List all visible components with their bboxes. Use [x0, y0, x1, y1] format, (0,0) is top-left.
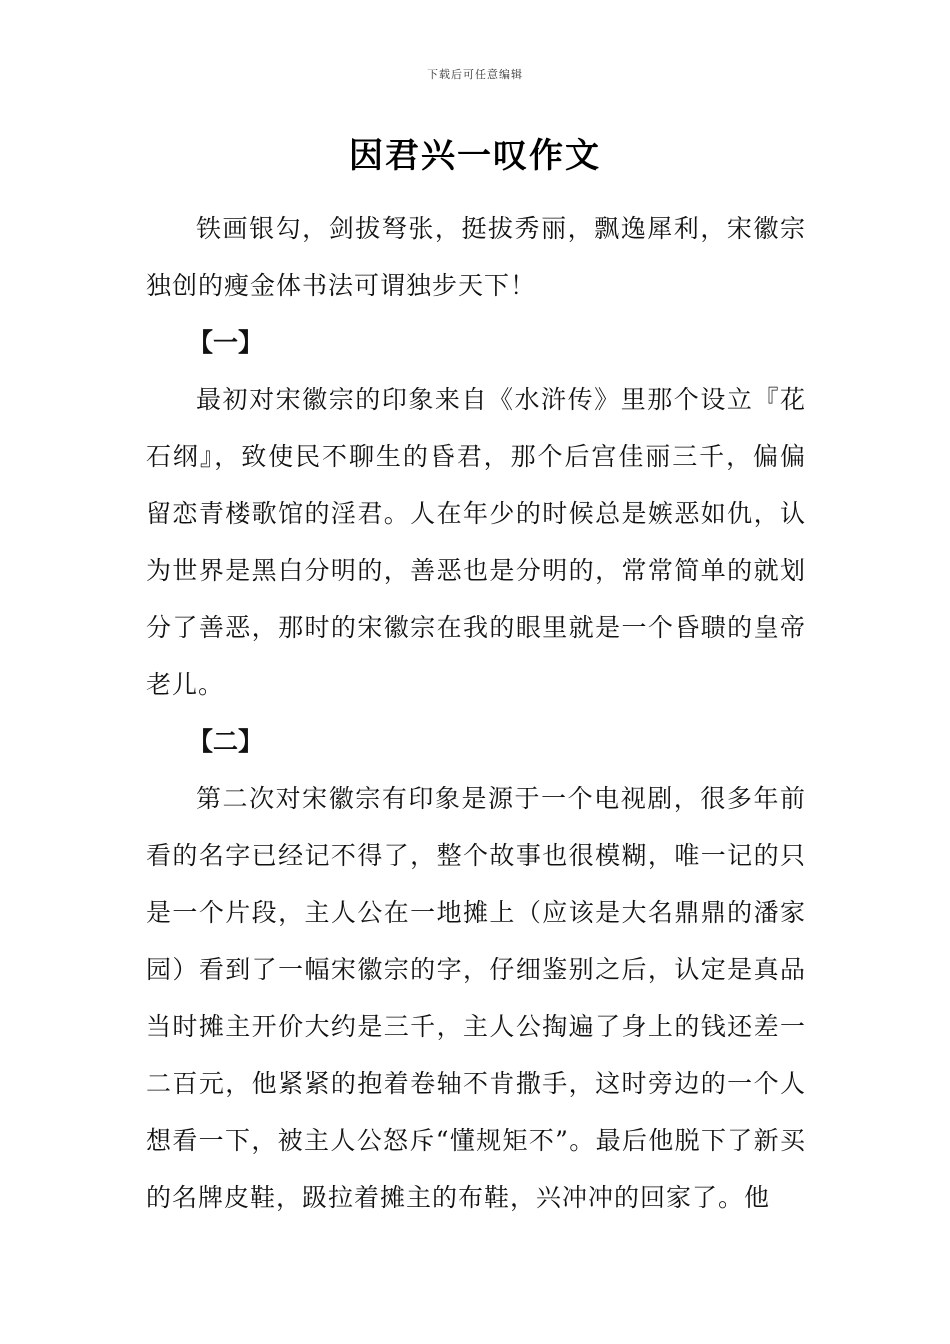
header-note: 下载后可任意编辑: [427, 68, 523, 81]
section-heading-2: 【二】: [188, 727, 264, 756]
section-heading-1: 【一】: [188, 328, 264, 357]
intro-paragraph: 铁画银勾，剑拔弩张，挺拔秀丽，飘逸犀利，宋徽宗独创的瘦金体书法可谓独步天下！: [146, 214, 806, 300]
section-paragraph-2: 第二次对宋徽宗有印象是源于一个电视剧，很多年前看的名字已经记不得了，整个故事也很模糊，唯一记的只是一个片段，主人公在一地摊上（应该是大名鼎鼎的潘家园）看到了一幅宋徽宗的字，仔细鉴别之后，认定是真品当时摊主开价大约是三千，主人公掏遍了身上的钱还差一二百元，他紧紧的抱着卷轴不肯撒手，这时旁边的一个人想看一下，被主人公怒斥“懂规矩不”。最后他脱下了新买的名牌皮鞋，趿拉着摊主的布鞋，兴冲冲的回家了。他: [146, 784, 806, 1212]
document-body: [146, 200, 806, 1226]
section-paragraph-1: 最初对宋徽宗的印象来自《水浒传》里那个设立『花石纲』，致使民不聊生的昏君，那个后宫佳丽三千，偏偏留恋青楼歌馆的淫君。人在年少的时候总是嫉恶如仇，认为世界是黑白分明的，善恶也是分明的，常常简单的就划分了善恶，那时的宋徽宗在我的眼里就是一个昏聩的皇帝老儿。: [146, 385, 806, 699]
page-title: 因君兴一叹作文: [349, 136, 601, 176]
